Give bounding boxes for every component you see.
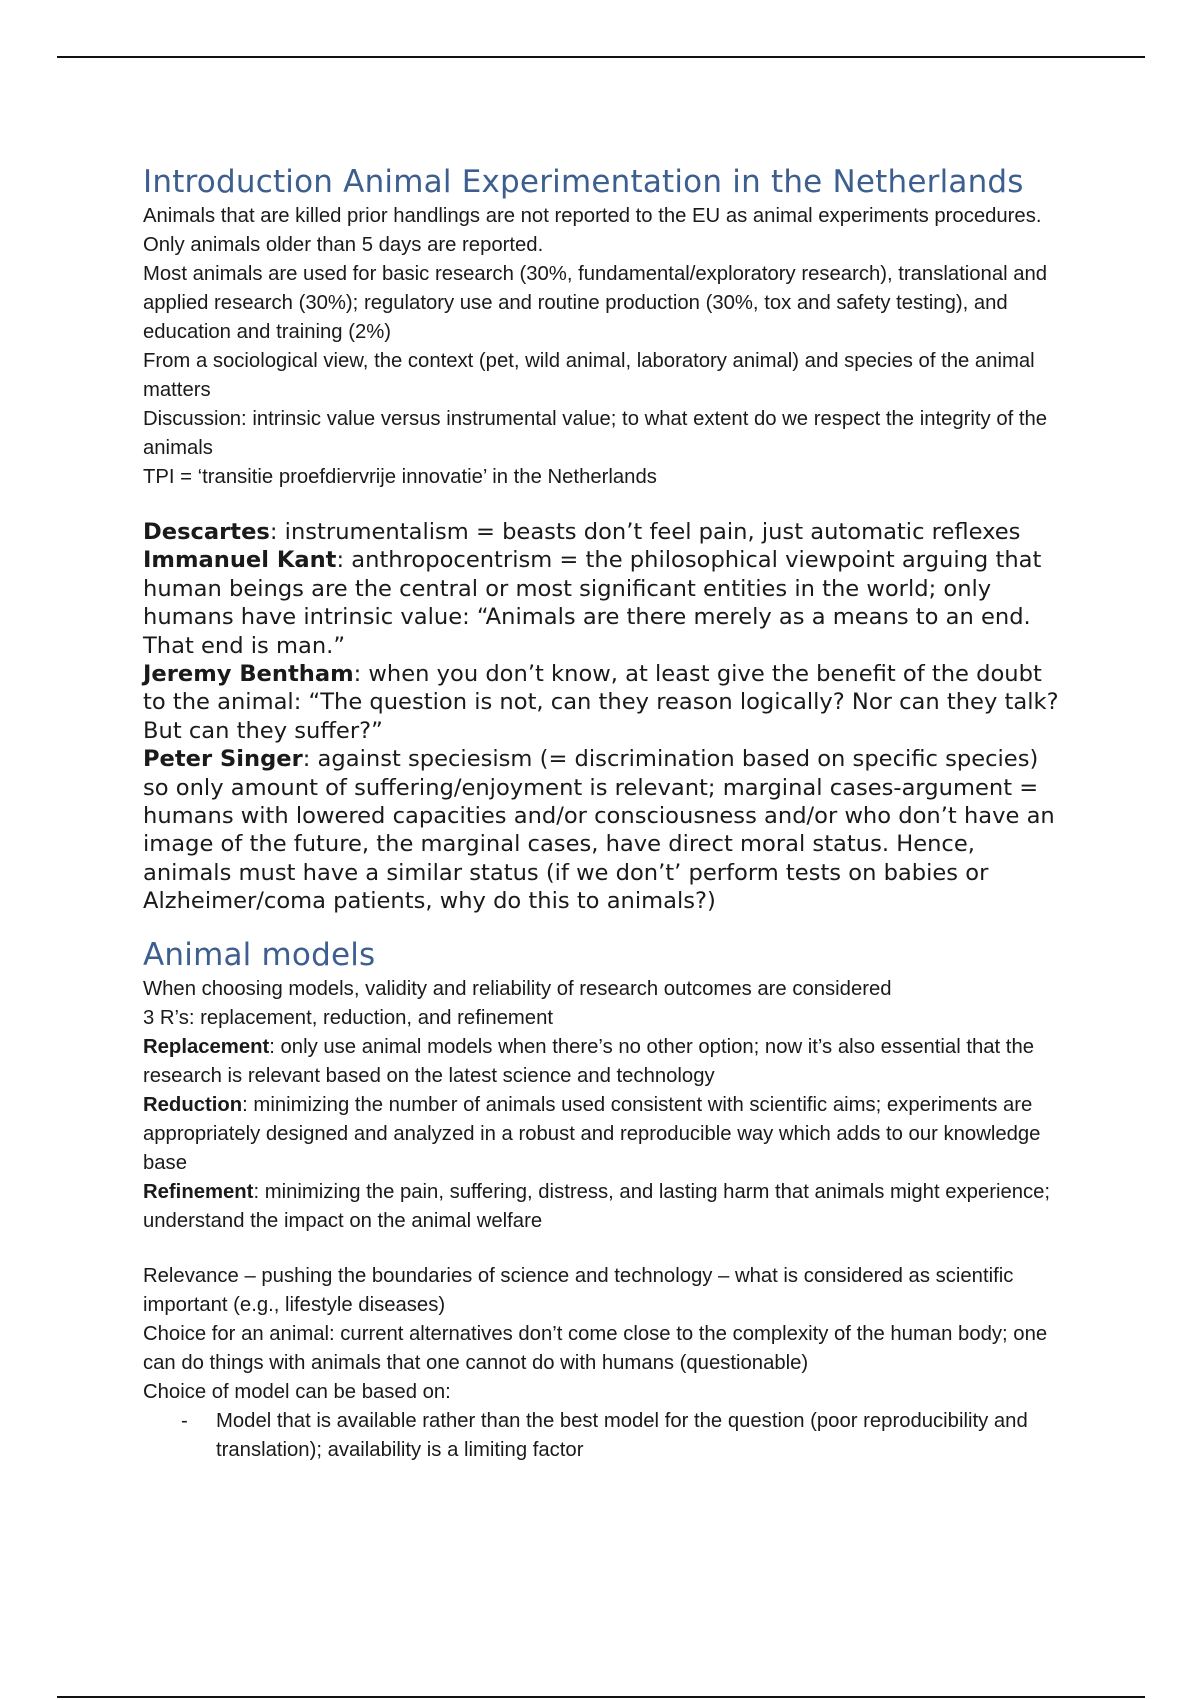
term-entry <box>143 1033 1063 1091</box>
model-choice-list <box>143 1407 1063 1465</box>
philosopher-text: : anthropocentrism = the philosophical viewpoint arguing that human beings are the central or most significant entities in the world; only humans have intrinsic value: “Animals are there merely as a means to an end. That end is man.” <box>143 547 1042 659</box>
dash-bullet: - <box>181 1409 188 1432</box>
introduction-paragraphs <box>143 202 1063 492</box>
term-entry <box>143 1178 1063 1236</box>
footer-rule <box>57 1696 1145 1698</box>
paragraph: Relevance – pushing the boundaries of science and technology – what is considered as scientific important (e.g., lifestyle diseases) <box>143 1264 1014 1316</box>
philosopher-name: Jeremy Bentham <box>143 661 354 688</box>
paragraph: Choice for an animal: current alternatives don’t come close to the complexity of the human body; one can do things with animals that one cannot do with humans (questionable) <box>143 1322 1048 1374</box>
animal-models-paragraphs <box>143 975 1063 1465</box>
term-name: Reduction <box>143 1093 243 1116</box>
philosopher-text: : against speciesism (= discrimination based on specific species) so only amount of suffering/enjoyment is relevant; marginal cases-argument = humans with lowered capacities and/or consciousness and/or who don’t have an image of the future, the marginal cases, have direct moral status. Hence, animals must have a similar status (if we don’t’ perform tests on babies or Alzheimer/coma patients, why do this to animals?) <box>143 746 1055 915</box>
philosopher-entry <box>143 518 1063 546</box>
philosopher-entry <box>143 546 1063 660</box>
paragraph: Animals that are killed prior handlings are not reported to the EU as animal experiments procedures. Only animals older than 5 days are reported. <box>143 205 1042 256</box>
list-item <box>143 1407 1063 1465</box>
section-heading-animal-models: Animal models <box>143 936 376 973</box>
philosopher-text: : when you don’t know, at least give the benefit of the doubt to the animal: “The question is not, can they reason logically? Nor can they talk? But can they suffer?” <box>143 661 1059 744</box>
term-name: Refinement <box>143 1180 254 1203</box>
philosophers-block <box>143 518 1063 916</box>
list-item-text: Model that is available rather than the best model for the question (poor reproducibility and translation); availability is a limiting factor <box>216 1409 1028 1461</box>
term-text: : only use animal models when there’s no other option; now it’s also essential that the research is relevant based on the latest science and technology <box>143 1035 1035 1087</box>
paragraph: When choosing models, validity and reliability of research outcomes are considered <box>143 977 892 1000</box>
term-entry <box>143 1091 1063 1178</box>
paragraph: From a sociological view, the context (pet, wild animal, laboratory animal) and species of the animal matters <box>143 350 1035 401</box>
term-name: Replacement <box>143 1035 270 1058</box>
paragraph: TPI = ‘transitie proefdiervrije innovatie’ in the Netherlands <box>143 466 657 488</box>
paragraph: Most animals are used for basic research (30%, fundamental/exploratory research), translational and applied research (30%); regulatory use and routine production (30%, tox and safety testing), and education and training (2%) <box>143 263 1048 343</box>
philosopher-entry <box>143 660 1063 745</box>
philosopher-name: Descartes <box>143 519 270 545</box>
section-heading-introduction: Introduction Animal Experimentation in the Netherlands <box>143 164 1024 200</box>
philosopher-entry <box>143 745 1063 915</box>
paragraph: 3 R’s: replacement, reduction, and refinement <box>143 1006 553 1029</box>
philosopher-name: Immanuel Kant <box>143 547 337 574</box>
term-text: : minimizing the pain, suffering, distress, and lasting harm that animals might experience; understand the impact on the animal welfare <box>143 1180 1051 1232</box>
philosopher-text: : instrumentalism = beasts don’t feel pain, just automatic reflexes <box>269 519 1021 545</box>
paragraph-spacer <box>143 1236 1063 1262</box>
header-rule <box>57 56 1145 58</box>
term-text: : minimizing the number of animals used consistent with scientific aims; experiments are appropriately designed and analyzed in a robust and reproducible way which adds to our knowledge base <box>143 1093 1041 1174</box>
paragraph: Choice of model can be based on: <box>143 1380 451 1403</box>
paragraph: Discussion: intrinsic value versus instrumental value; to what extent do we respect the integrity of the animals <box>143 408 1048 459</box>
philosopher-name: Peter Singer <box>143 746 303 773</box>
document-body <box>143 162 1063 1465</box>
